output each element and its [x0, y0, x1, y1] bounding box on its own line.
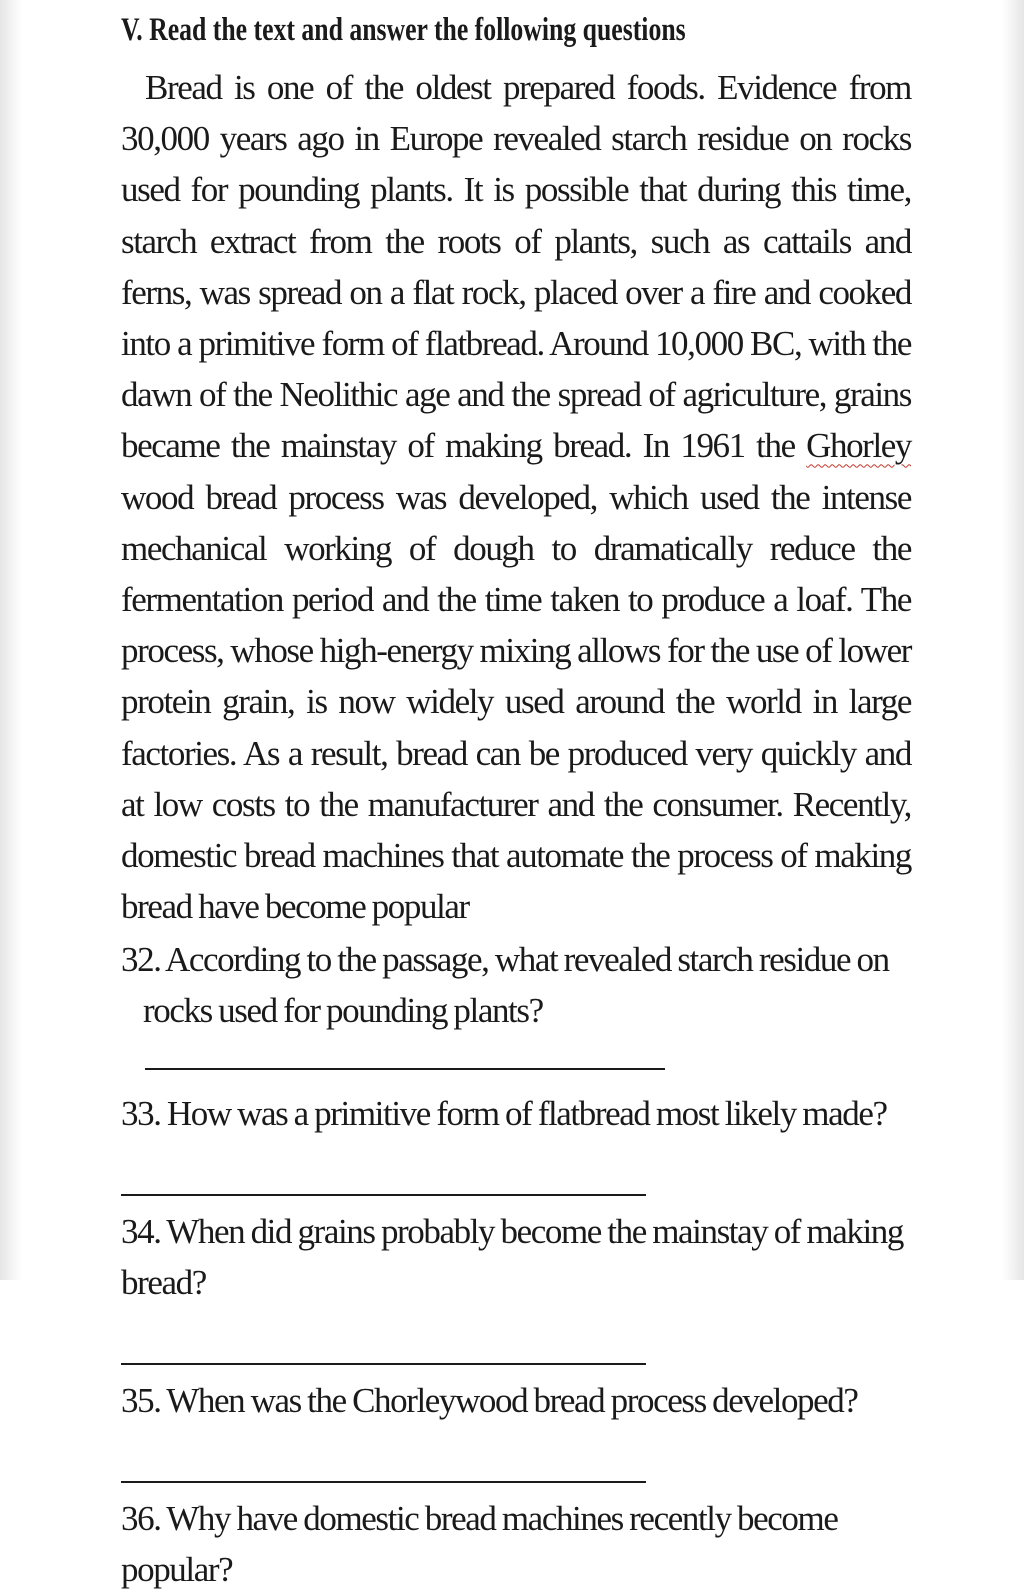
- answer-line-34[interactable]: [121, 1363, 646, 1365]
- page-shadow-right: [1002, 0, 1024, 1280]
- spellcheck-flagged-word: Ghorley: [806, 426, 911, 466]
- passage-text-part-2: wood bread process was developed, which used the intense mechanical working of dough to dramatically reduce the fermentation period and the time taken to produce a loaf. The process, whose high-energy mixing allows for the use of lower protein grain, is now widely used around the world in large factories. As a result, bread can be produced very quickly and at low costs to the manufacturer and the consumer. Recently, domestic bread machines that automate the process of making bread have become popular: [121, 477, 911, 927]
- question-32: 32. According to the passage, what revealed starch residue on rocks used for pounding plants?: [121, 940, 889, 1031]
- answer-line-35[interactable]: [121, 1481, 646, 1483]
- question-33: 33. How was a primitive form of flatbread most likely made?: [121, 1094, 887, 1134]
- answer-line-32[interactable]: [145, 1068, 665, 1070]
- answer-line-33[interactable]: [121, 1194, 646, 1196]
- page-shadow-left: [0, 0, 22, 1280]
- passage-text-part-1: Bread is one of the oldest prepared foods. Evidence from 30,000 years ago in Europe revealed starch residue on rocks used for pounding plants. It is possible that during this time, starch extract from the roots of plants, such as cattails and ferns, was spread on a flat rock, placed over a fire and cooked into a primitive form of flatbread. Around 10,000 BC, with the dawn of the Neolithic age and the spread of agriculture, grains became the mainstay of making bread. In 1961 the: [121, 68, 911, 466]
- section-heading: V. Read the text and answer the following questions: [121, 12, 686, 48]
- reading-passage: [121, 62, 911, 932]
- question-35: 35. When was the Chorleywood bread process developed?: [121, 1381, 858, 1421]
- worksheet-content: [121, 4, 911, 1595]
- question-36: 36. Why have domestic bread machines recently become popular?: [121, 1499, 838, 1590]
- question-34: 34. When did grains probably become the mainstay of making bread?: [121, 1212, 903, 1303]
